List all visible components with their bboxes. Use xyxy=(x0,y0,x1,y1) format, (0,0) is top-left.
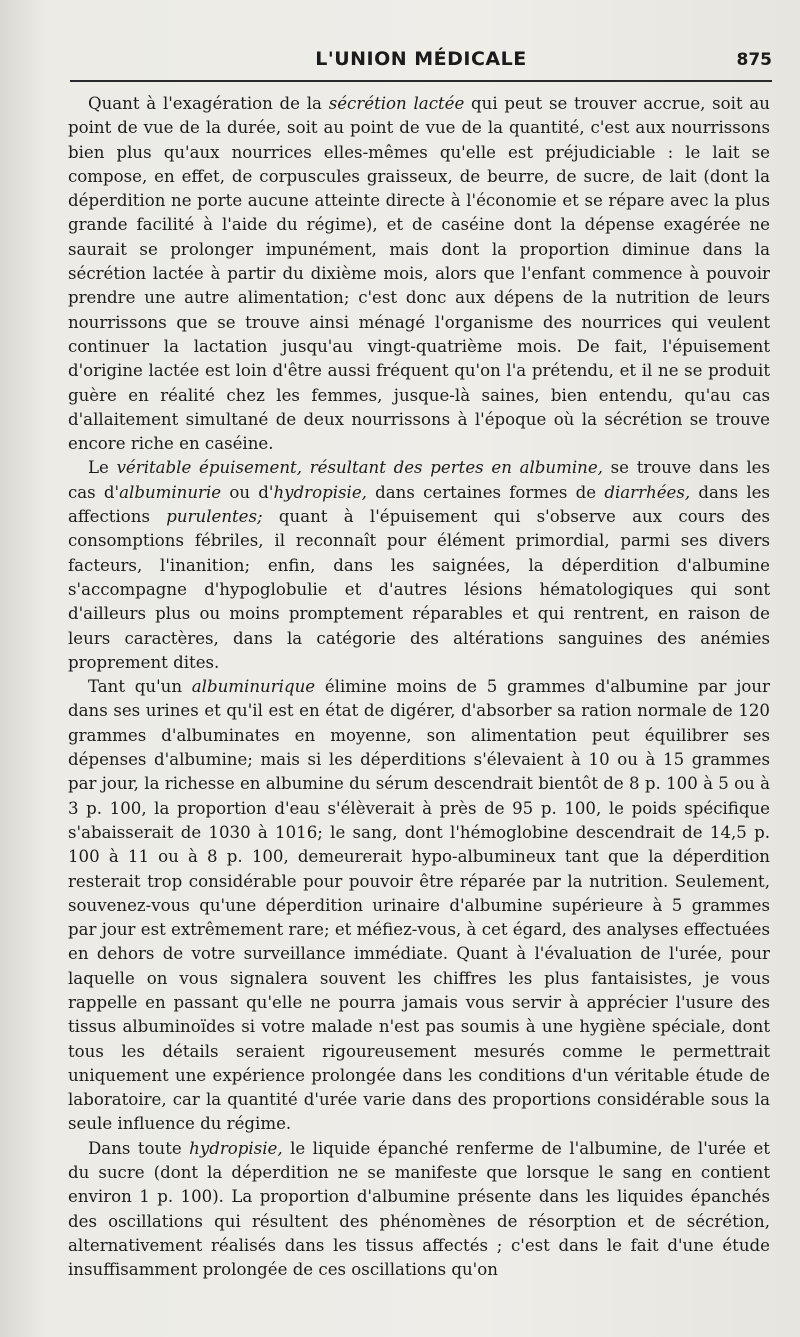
paragraph-4: Dans toute hydropisie, le liquide épanché renferme de l'albumine, de l'urée et du sucre (dont la déperdition ne se manifeste que lorsque le sang en contient environ 1 p. 100). La proportion d'albumine présente dans les liquides épanchés des oscillations qui résultent des phénomènes de résorption et de sécrétion, alternativement réalisés dans les tissus affectés ; c'est dans le fait d'une étude insuffisamment prolongée de ces oscillations qu'on xyxy=(68,1138,770,1280)
paragraph-1: Quant à l'exagération de la sécrétion lactée qui peut se trouver accrue, soit au point de vue de la durée, soit au point de vue de la quantité, c'est aux nourrissons bien plus qu'aux nourrices elles-mêmes qu'elle est préjudiciable : le lait se compose, en effet, de corpuscules graisseux, de beurre, de sucre, de lait (dont la déperdition ne porte aucune atteinte directe à l'économie et se répare avec la plus grande facilité à l'aide du régime), et de caséine dont la dépense exagérée ne saurait se prolonger impunément, mais dont la proportion diminue dans la sécrétion lactée à partir du dixième mois, alors que l'enfant commence à pouvoir prendre une autre alimentation; c'est donc aux dépens de la nutrition de leurs nourrissons que se trouve ainsi ménagé l'organisme des nourrices qui veulent continuer la lactation jusqu'au vingt-quatrième mois. De fait, l'épuisement d'origine lactée est loin d'être aussi fréquent qu'on l'a prétendu, et il ne se produit guère en réalité chez les femmes, jusque-là saines, bien entendu, qu'au cas d'allaitement simultané de deux nourrissons à l'époque où la sécrétion se trouve encore riche en caséine. xyxy=(68,94,770,454)
italic-term: hydropisie, xyxy=(273,482,367,502)
italic-term: véritable épuisement, résultant des pertes en albumine, xyxy=(116,458,603,478)
italic-term: albuminurique xyxy=(191,677,316,697)
italic-term: albuminurie xyxy=(119,482,222,502)
italic-term: hydropisie, xyxy=(189,1138,283,1158)
body-text xyxy=(68,92,770,1283)
running-title: L'UNION MÉDICALE xyxy=(315,48,527,70)
italic-term: diarrhées, xyxy=(604,482,691,502)
italic-term: sécrétion lactée xyxy=(328,94,465,113)
page-number: 875 xyxy=(736,50,772,70)
paragraph-3: Tant qu'un albuminurique élimine moins de 5 grammes d'albumine par jour dans ses urines et qu'il est en état de digérer, d'absorber sa ration normale de 120 grammes d'albuminates en moyenne, son alimentation peut équilibrer ses dépenses d'albumine; mais si les déperditions s'élevaient à 10 ou à 15 grammes par jour, la richesse en albumine du sérum descendrait bientôt de 8 p. 100 à 5 ou à 3 p. 100, la proportion d'eau s'élèverait à près de 95 p. 100, le poids spécifique s'abaisserait de 1030 à 1016; le sang, dont l'hémoglobine descendrait de 14,5 p. 100 à 11 ou à 8 p. 100, demeurerait hypo-albumineux tant que la déperdition resterait trop considérable pour pouvoir être réparée par la nutrition. Seulement, souvenez-vous qu'une déperdition urinaire d'albumine supérieure à 5 grammes par jour est extrêmement rare; et méfiez-vous, à cet égard, des analyses effectuées en dehors de votre surveillance immédiate. Quant à l'évaluation de l'urée, pour laquelle on vous signalera souvent les chiffres les plus fantaisistes, je vous rappelle en passant qu'elle ne pourra jamais vous servir à apprécier l'usure des tissus albuminoïdes si votre malade n'est pas soumis à une hygiène spéciale, dont tous les détails seraient rigoureusement mesurés comme le permettrait uniquement une expérience prolongée dans les conditions d'un véritable étude de laboratoire, car la quantité d'urée varie dans des proportions considérable sous la seule influence du régime. xyxy=(68,677,770,1134)
italic-term: purulentes; xyxy=(166,507,263,527)
page-header xyxy=(70,40,772,82)
paragraph-2: Le véritable épuisement, résultant des pertes en albumine, se trouve dans les cas d'albuminurie ou d'hydropisie, dans certaines formes de diarrhées, dans les affections purulentes; quant à l'épuisement qui s'observe aux cours des consomptions fébriles, il reconnaît pour élément primordial, parmi ses divers facteurs, l'inanition; enfin, dans les saignées, la déperdition d'albumine s'accompagne d'hypoglobulie et d'autres lésions hématologiques qui sont d'ailleurs plus ou moins promptement réparables et qui rentrent, en raison de leurs caractères, dans la catégorie des altérations sanguines des anémies proprement dites. xyxy=(68,458,770,672)
